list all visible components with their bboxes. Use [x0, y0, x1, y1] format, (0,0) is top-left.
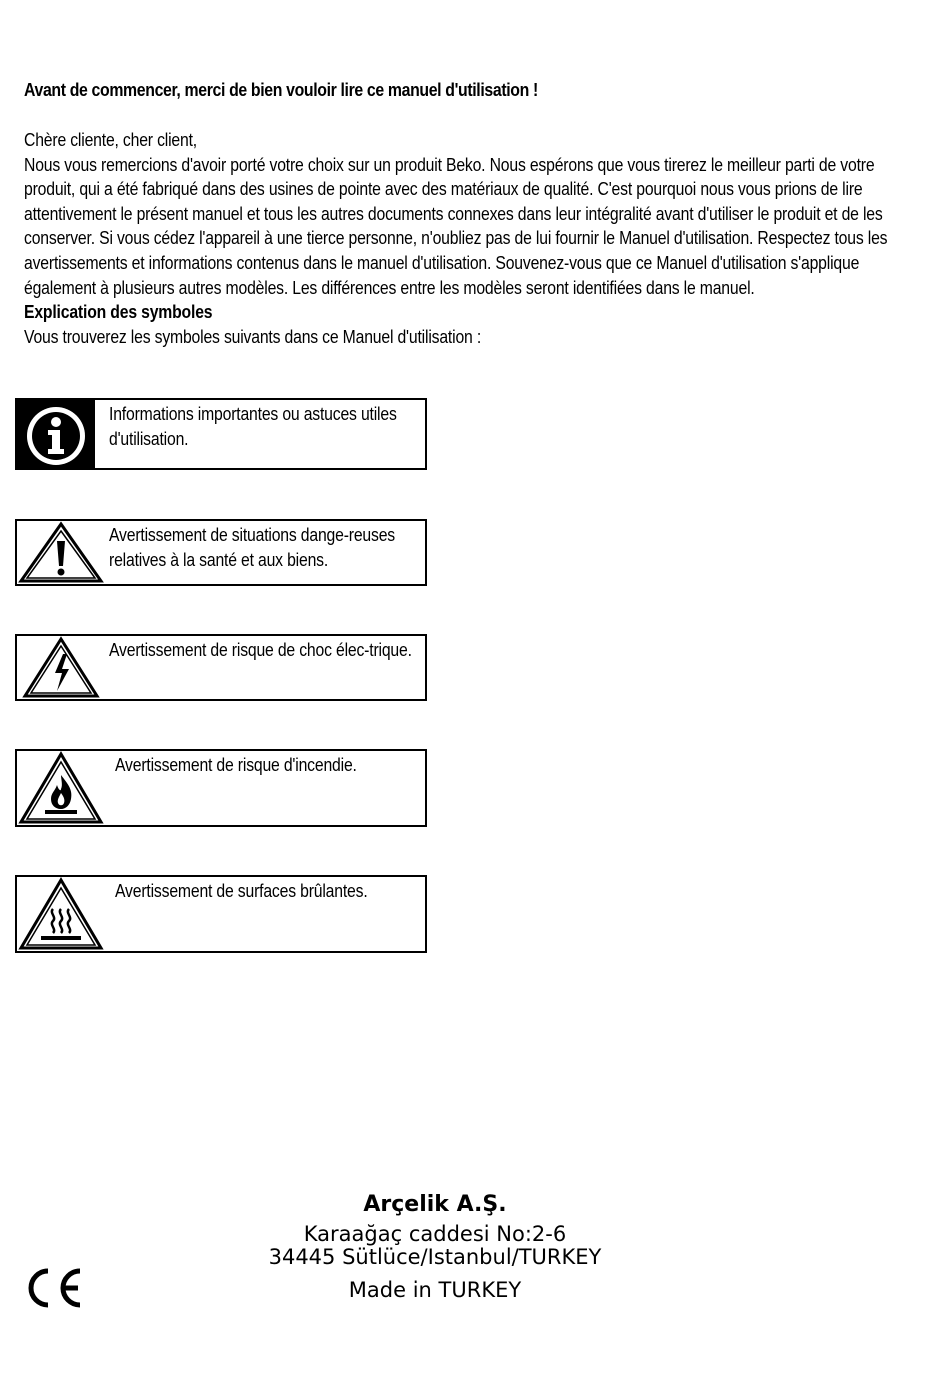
ce-mark-icon [22, 1267, 86, 1309]
symbol-label-warning: Avertissement de situations dange-reuses relatives à la santé et aux biens. [109, 525, 396, 570]
intro-paragraph: Nous vous remercions d'avoir porté votre choix sur un produit Beko. Nous espérons que vous tirerez le meilleur parti de votre produit, qui a été fabriqué dans des usines de pointe avec des matériaux de qualité. C'est pourquoi nous vous prions de lire attentivement le présent manuel et tous les autres documents connexes dans leur intégralité avant d'utiliser le produit et de les conserver. Si vous cédez l'appareil à une tierce personne, n'oubliez pas de lui fournir le Manuel d'utilisation. Respectez tous les avertissements et informations contenus dans le manuel d'utilisation. Souvenez-vous que ce Manuel d'utilisation s'applique également à plusieurs autres modèles. Les différences entre les modèles seront identifiées dans le manuel. [24, 154, 888, 298]
symbol-label-hot-surface: Avertissement de surfaces brûlantes. [115, 881, 368, 901]
info-icon [17, 400, 95, 468]
symbol-label-fire: Avertissement de risque d'incendie. [115, 755, 357, 775]
symbol-label-electric-shock: Avertissement de risque de choc élec-trique. [109, 640, 412, 660]
page-heading: Avant de commencer, merci de bien vouloir lire ce manuel d'utilisation ! [24, 80, 538, 100]
warning-icon [17, 521, 105, 584]
symbols-section-title: Explication des symboles [24, 302, 213, 323]
address-line-2: 34445 Sütlüce/Istanbul/TURKEY [268, 1245, 602, 1269]
symbol-label-info: Informations importantes ou astuces utiles d'utilisation. [109, 404, 397, 449]
symbols-section-lead: Vous trouverez les symboles suivants dans ce Manuel d'utilisation : [24, 326, 482, 347]
company-name: Arçelik A.Ş. [363, 1192, 507, 1217]
symbol-box-hot-surface [15, 875, 427, 953]
greeting: Chère cliente, cher client, [24, 130, 197, 150]
hot-surface-icon [17, 877, 105, 951]
made-in: Made in TURKEY [348, 1278, 522, 1302]
fire-icon [17, 751, 105, 825]
electric-shock-icon [17, 636, 105, 699]
symbol-box-electric-shock [15, 634, 427, 701]
symbol-box-info [15, 398, 427, 470]
symbol-box-fire [15, 749, 427, 827]
symbol-box-warning [15, 519, 427, 586]
address-line-1: Karaağaç caddesi No:2-6 [303, 1222, 567, 1246]
intro-text [24, 128, 925, 349]
